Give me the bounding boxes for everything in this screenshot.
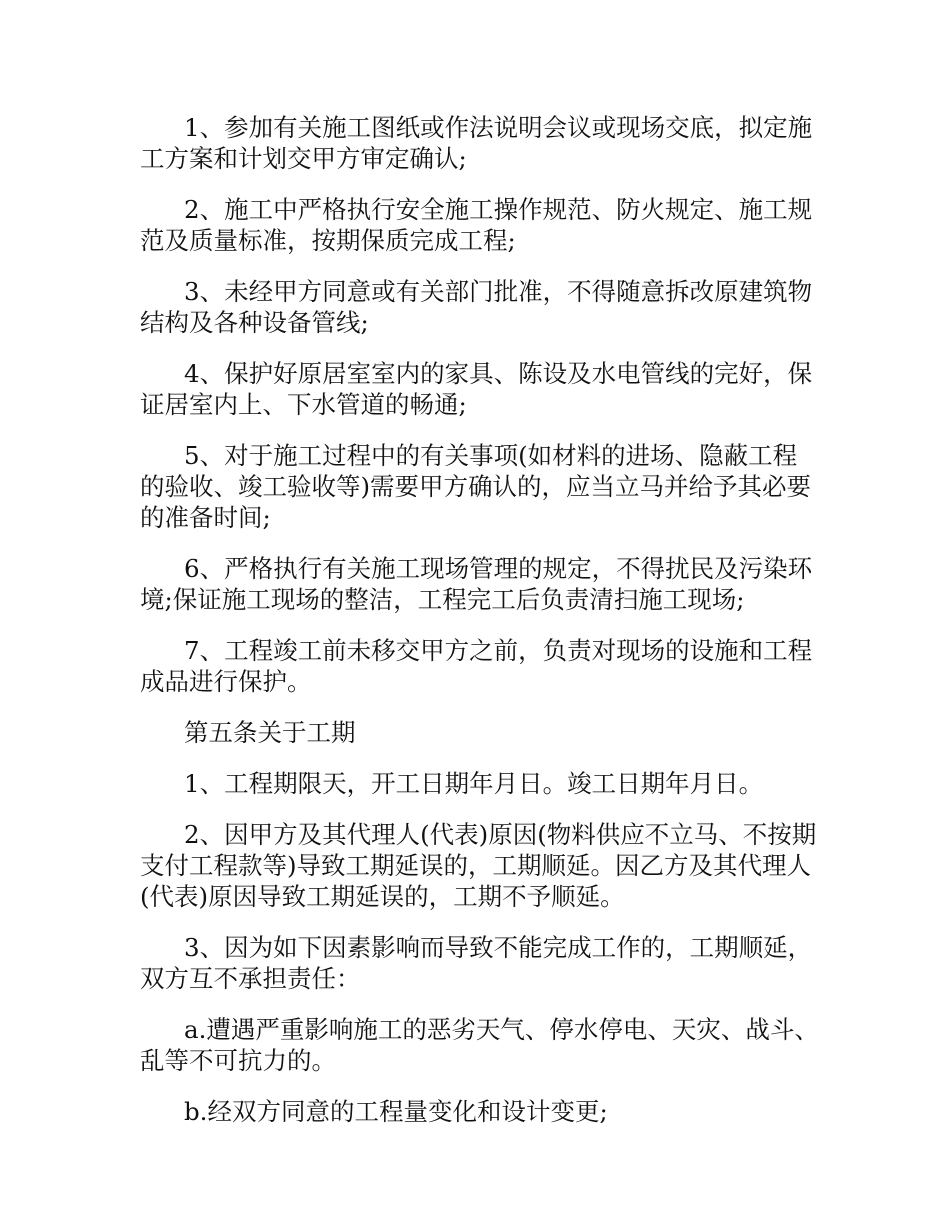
paragraph-3: 3、未经甲方同意或有关部门批准，不得随意拆改原建筑物结构及各种设备管线; [140, 277, 813, 337]
paragraph-11: a.遭遇严重影响施工的恶劣天气、停水停电、天灾、战斗、乱等不可抗力的。 [140, 1015, 819, 1075]
document-body [140, 112, 820, 1147]
paragraph-6: 6、严格执行有关施工现场管理的规定，不得扰民及污染环境;保证施工现场的整洁，工程完工后负责清扫施工现场; [140, 554, 813, 614]
paragraph-5: 5、对于施工过程中的有关事项(如材料的进场、隐蔽工程的验收、竣工验收等)需要甲方确认的，应当立马并给予其必要的准备时间; [140, 441, 812, 532]
paragraph-9: 2、因甲方及其代理人(代表)原因(物料供应不立马、不按期支付工程款等)导致工期延误的，工期顺延。因乙方及其代理人(代表)原因导致工期延误的，工期不予顺延。 [140, 820, 817, 911]
paragraph-2: 2、施工中严格执行安全施工操作规范、防火规定、施工规范及质量标准，按期保质完成工程; [140, 195, 813, 255]
section-heading: 第五条关于工期 [184, 718, 356, 747]
paragraph-4: 4、保护好原居室室内的家具、陈设及水电管线的完好，保证居室内上、下水管道的畅通; [140, 359, 813, 419]
paragraph-10: 3、因为如下因素影响而导致不能完成工作的，工期顺延，双方互不承担责任： [140, 933, 813, 993]
paragraph-12: b.经双方同意的工程量变化和设计变更; [184, 1097, 608, 1126]
paragraph-7: 7、工程竣工前未移交甲方之前，负责对现场的设施和工程成品进行保护。 [140, 636, 813, 696]
paragraph-8: 1、工程期限天，开工日期年月日。竣工日期年月日。 [184, 769, 764, 798]
paragraph-1: 1、参加有关施工图纸或作法说明会议或现场交底，拟定施工方案和计划交甲方审定确认; [140, 113, 813, 173]
